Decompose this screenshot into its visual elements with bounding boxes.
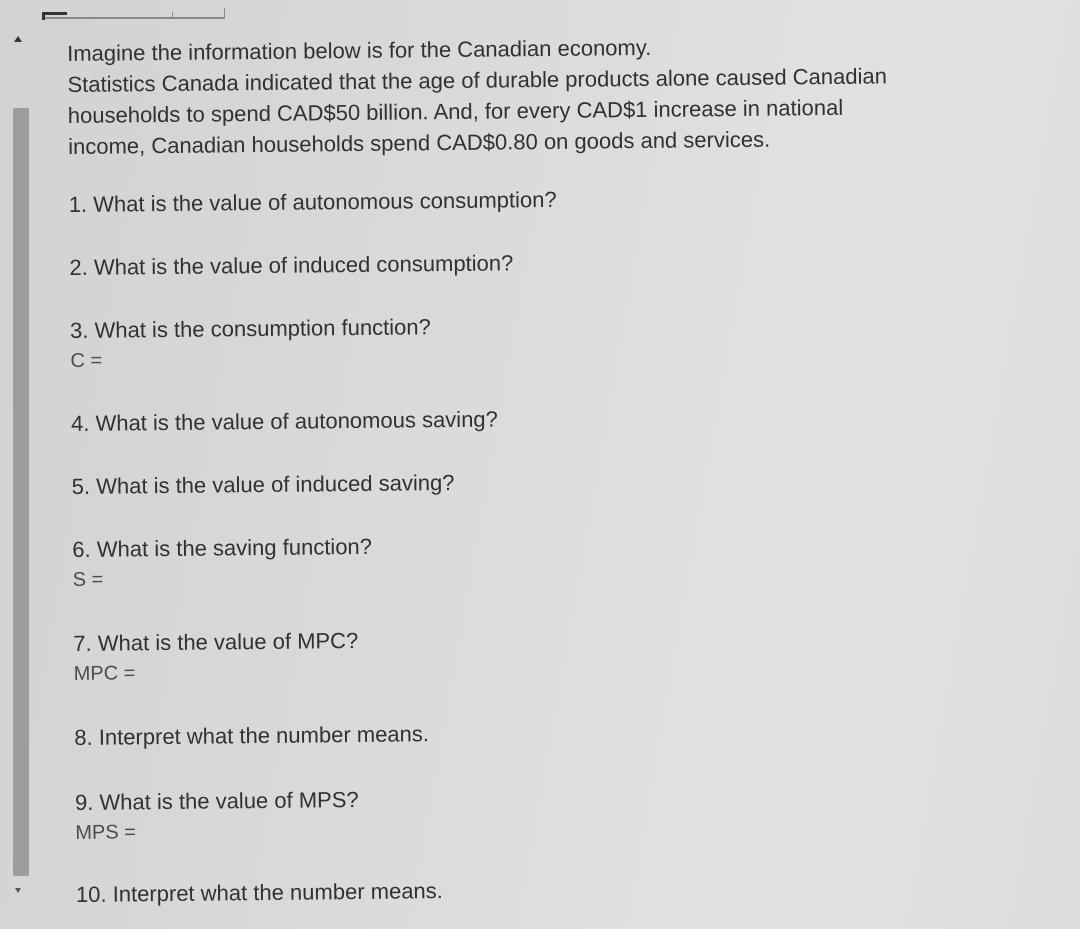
answer-label-c: C = xyxy=(70,349,103,372)
answer-label-s: S = xyxy=(72,568,104,591)
intro-line: Statistics Canada indicated that the age of durable products alone caused Canadian xyxy=(67,63,888,97)
question-6 xyxy=(72,531,372,596)
question-8 xyxy=(74,718,429,753)
top-bracket-decoration xyxy=(42,8,225,19)
question-text: 2. What is the value of induced consumption? xyxy=(69,250,514,280)
question-text: 5. What is the value of induced saving? xyxy=(71,469,455,499)
question-text: 8. Interpret what the number means. xyxy=(74,721,430,750)
bracket-mid-tick xyxy=(172,12,173,17)
question-3 xyxy=(70,311,431,377)
question-text: 3. What is the consumption function? xyxy=(69,314,431,343)
question-text: 4. What is the value of autonomous saving? xyxy=(70,406,498,436)
scrollbar[interactable] xyxy=(13,108,29,876)
bracket-left-tick xyxy=(42,12,67,20)
scroll-down-arrow-icon[interactable] xyxy=(15,888,21,893)
question-text: 9. What is the value of MPS? xyxy=(74,786,359,815)
question-text: 10. Interpret what the number means. xyxy=(75,878,443,907)
scroll-up-arrow-icon[interactable] xyxy=(14,36,22,42)
question-2 xyxy=(69,247,513,283)
question-text: 7. What is the value of MPC? xyxy=(73,627,359,656)
intro-line: Imagine the information below is for the Canadian economy. xyxy=(67,34,652,66)
question-4 xyxy=(71,404,498,439)
question-5 xyxy=(72,467,455,502)
answer-label-mps: MPS = xyxy=(75,821,137,844)
question-1 xyxy=(69,184,557,220)
question-9 xyxy=(75,784,359,849)
intro-line: income, Canadian households spend CAD$0.80 on goods and services. xyxy=(68,126,771,159)
question-text: 1. What is the value of autonomous consumption? xyxy=(68,186,557,217)
question-7 xyxy=(73,625,359,690)
intro-line: households to spend CAD$50 billion. And, for every CAD$1 increase in national xyxy=(67,94,844,128)
intro-paragraph xyxy=(67,28,1028,162)
answer-label-mpc: MPC = xyxy=(73,662,136,685)
question-text: 6. What is the saving function? xyxy=(72,533,373,562)
question-10 xyxy=(76,875,443,910)
question-content xyxy=(67,28,1028,907)
